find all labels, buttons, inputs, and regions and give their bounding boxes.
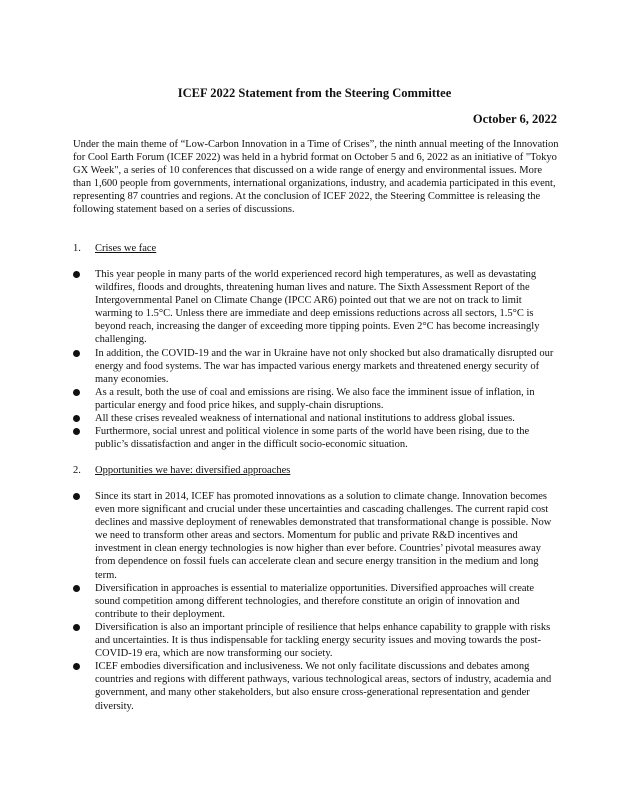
section-number: 1. xyxy=(73,243,81,254)
bullet-dot-icon xyxy=(73,493,80,500)
intro-paragraph: Under the main theme of “Low-Carbon Innovation in a Time of Crises”, the ninth annual meeting of the Innovation for Cool Earth Forum (ICEF 2022) was held in a hybrid format on October 5 and 6, 2022 as an initiative of "Tokyo GX Week", a series of 10 conferences that discussed on a wide range of energy and environmental issues. More than 1,600 people from governments, international organizations, industry, and academia participated in this event, representing 87 countries and regions. At the conclusion of ICEF 2022, the Steering Committee is releasing the following statement based on a series of discussions. xyxy=(73,139,559,216)
bullet-dot-icon xyxy=(73,428,80,435)
bullet-text: ICEF embodies diversification and inclusiveness. We not only facilitate discussions and debates among countries and regions with different pathways, various technological areas, sectors of industry, academia and government, and many other stakeholders, but also ensure cross-generational representation and gender diversity. xyxy=(95,661,552,712)
bullet-text: All these crises revealed weakness of international and national institutions to address global issues. xyxy=(95,413,515,425)
list-item xyxy=(73,412,561,425)
section-heading-crises xyxy=(73,242,561,255)
section-title: Crises we face xyxy=(95,243,157,254)
list-item xyxy=(73,621,561,660)
list-item xyxy=(73,268,561,347)
document-title: ICEF 2022 Statement from the Steering Committee xyxy=(177,86,452,100)
bullet-dot-icon xyxy=(73,624,80,631)
opportunities-bullet-list xyxy=(73,490,561,713)
bullet-text: Furthermore, social unrest and political violence in some parts of the world have been rising, due to the public’s dissatisfaction and anger in the difficult socio-economic situation. xyxy=(95,426,530,451)
section-heading-opportunities xyxy=(73,464,561,477)
section-number: 2. xyxy=(73,465,81,476)
bullet-text: Diversification in approaches is essential to materialize opportunities. Diversified approaches will create sound competition among different technologies, and therefore constitute an origin of innovation and contribute to their deployment. xyxy=(95,582,535,620)
bullet-text: In addition, the COVID-19 and the war in Ukraine have not only shocked but also dramatically disrupted our energy and food systems. The war has impacted various energy markets and threatened energy security of many economies. xyxy=(95,347,554,385)
bullet-text: As a result, both the use of coal and emissions are rising. We also face the imminent issue of inflation, in particular energy and food price hikes, and supply-chain disruptions. xyxy=(95,386,535,411)
bullet-text: Since its start in 2014, ICEF has promoted innovations as a solution to climate change. Innovation becomes even more significant and crucial under these uncertainties and cascading challenges. The current rapid cost declines and massive deployment of renewables demonstrated that transformational change is possible. Now we need to transform other areas and sectors. Momentum for public and private R&D incentives and investment in clean energy technologies is now higher than ever before. Countries’ pivotal measures away from dependence on fossil fuels can accelerate clean and secure energy transition in the medium and long term. xyxy=(95,491,552,581)
list-item xyxy=(73,386,561,412)
bullet-dot-icon xyxy=(73,663,80,670)
crises-bullet-list xyxy=(73,268,561,451)
list-item xyxy=(73,425,561,451)
bullet-dot-icon xyxy=(73,389,80,396)
list-item xyxy=(73,490,561,582)
section-title: Opportunities we have: diversified approaches xyxy=(95,465,291,476)
document-date: October 6, 2022 xyxy=(472,112,557,126)
bullet-text: Diversification is also an important principle of resilience that helps enhance capability to grapple with risks and uncertainties. It is thus indispensable for tackling energy security issues and moving towards the post-COVID-19 era, which are now transforming our society. xyxy=(95,621,551,660)
bullet-text: This year people in many parts of the world experienced record high temperatures, as well as devastating wildfires, floods and droughts, threatening human lives and nature. The Sixth Assessment Report of the Intergovernmental Panel on Climate Change (IPCC AR6) pointed out that we are not on track to limit warming to 1.5°C. Unless there are immediate and deep emissions reductions across all sectors, 1.5°C is beyond reach, increasing the danger of exceeding more tipping points. Even 2°C has become increasingly challenging. xyxy=(95,269,540,346)
list-item xyxy=(73,582,561,621)
bullet-dot-icon xyxy=(73,350,80,357)
bullet-dot-icon xyxy=(73,271,80,278)
bullet-dot-icon xyxy=(73,585,80,592)
list-item xyxy=(73,347,561,386)
bullet-dot-icon xyxy=(73,415,80,422)
list-item xyxy=(73,660,561,712)
